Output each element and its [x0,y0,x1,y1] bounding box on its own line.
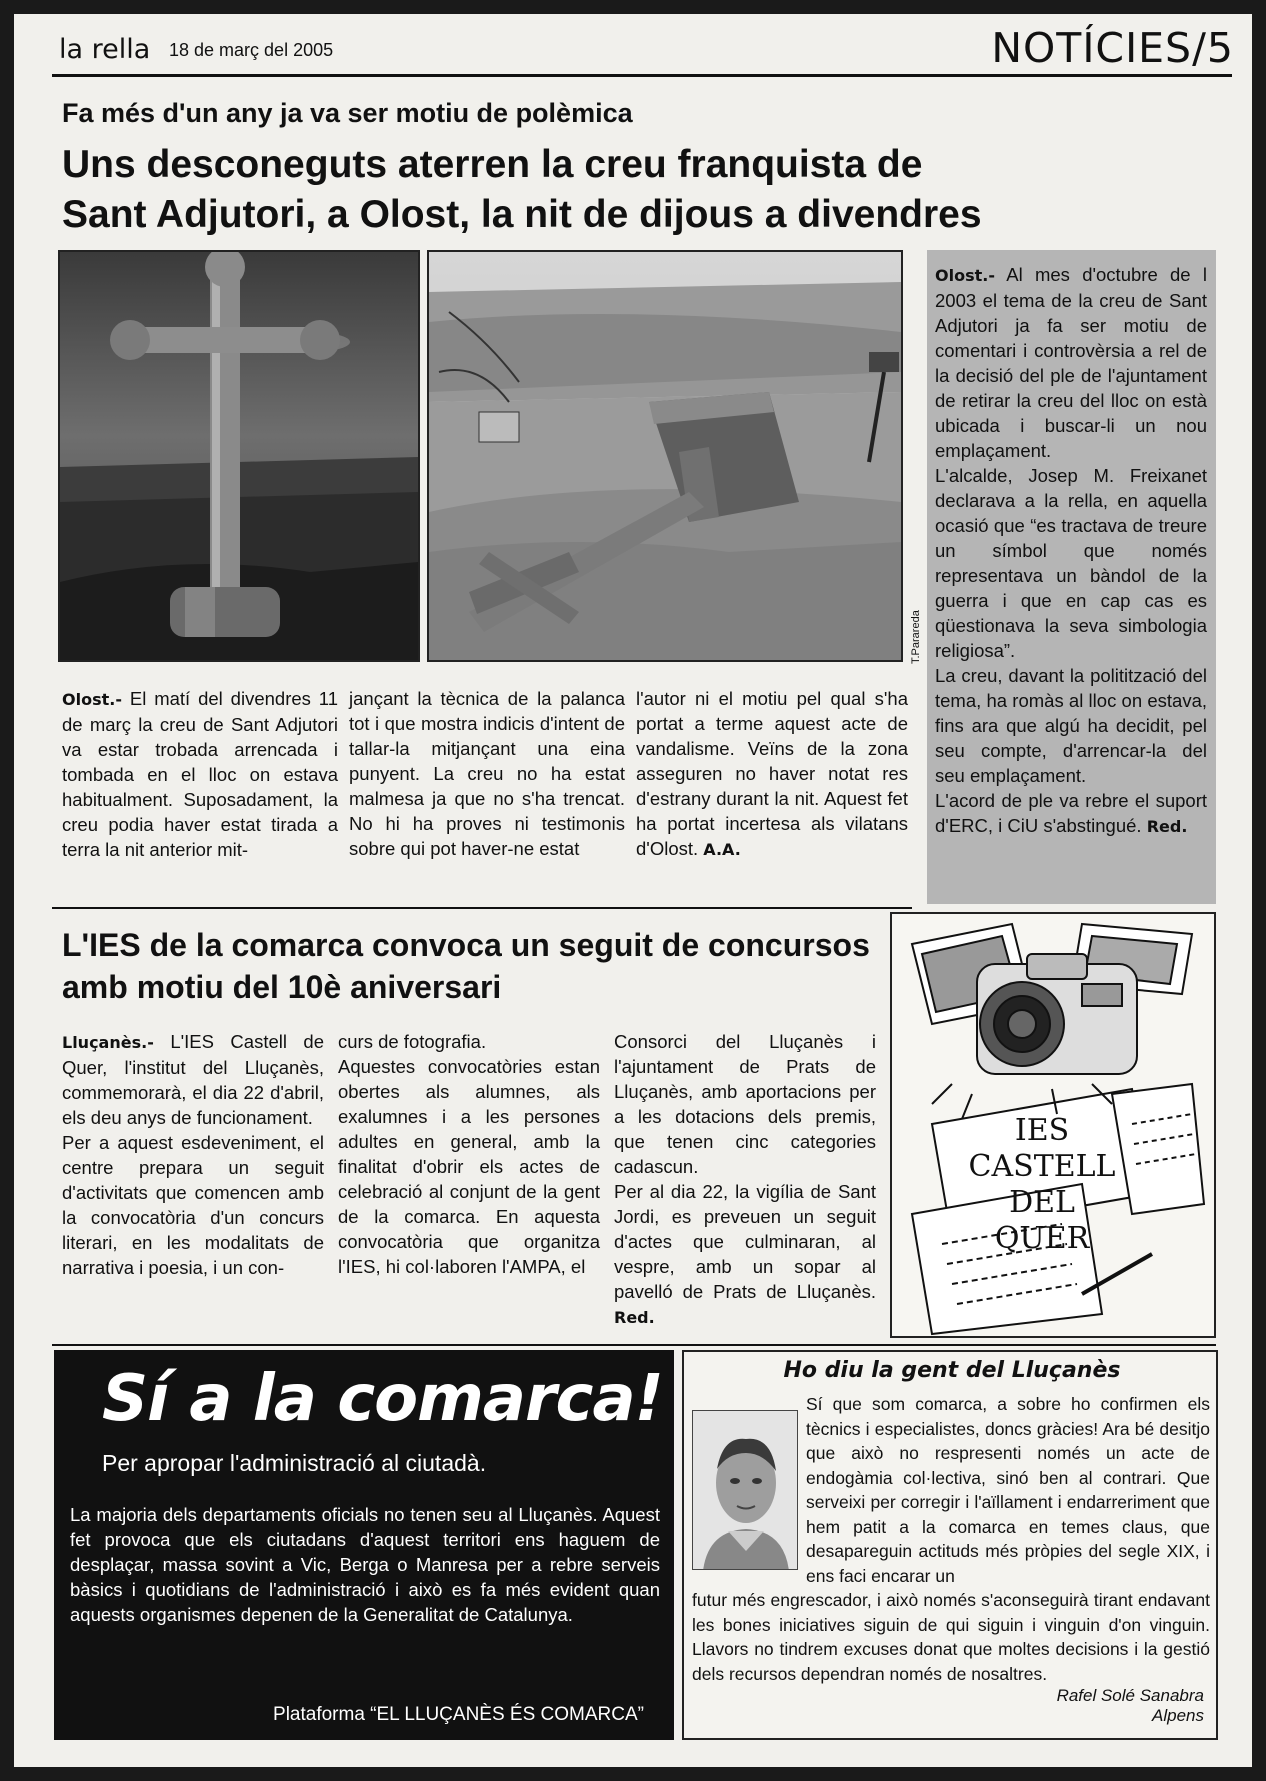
article1-col3-text: l'autor ni el motiu pel qual s'ha portat a terme aquest acte de vandalisme. Veïns de la zona asseguren no haver notat res d'estrany durant la nit. Aquest fet ha portat incertesa als vilatans d'Olost. [636,688,908,859]
photo-fallen-cross [427,250,903,662]
section-page-label: NOTÍCIES/5 [991,24,1234,72]
sidebar-p3: La creu, davant la politització del tema, ha romàs al lloc on estava, fins ara que algú ha decidit, pel seu compte, d'arrencar-la del seu emplaçament. [935,665,1207,786]
article2-col2-p1: curs de fotografia. [338,1031,487,1052]
standing-cross-image [60,252,418,660]
author-town: Alpens [1152,1706,1204,1725]
issue-date: 18 de març del 2005 [169,40,334,60]
article2-col2-p2: Aquestes convocatòries estan obertes als alumnes, als exalumnes i a les persones adultes en general, amb la finalitat d'obrir els actes de celebració al conjunt de la gent de la comarca. En aquesta convocatòria que organitza l'IES, hi col·laboren l'AMPA, el [338,1056,600,1277]
campaign-ad [54,1350,674,1740]
photo-credit: T.Parareda [910,610,922,664]
opinion-author [1057,1686,1204,1726]
author-name: Rafel Solé Sanabra [1056,1686,1204,1705]
author-portrait [692,1410,798,1570]
article2-col1-p1: L'IES Castell de Quer, l'institut del Lluçanès, commemorarà, el dia 22 d'abril, els deu anys de funcionament. [62,1031,325,1128]
sidebar-signature: Red. [1146,817,1188,836]
article1-col3 [636,686,908,862]
article1-col1 [62,686,338,862]
sidebar-dateline: Olost.- [935,266,995,285]
article1-kicker: Fa més d'un any ja va ser motiu de polèmica [62,98,633,128]
opinion-text-top: Sí que som comarca, a sobre ho confirmen els tècnics i especialistes, doncs gràcies! Ara bé desitjo que això no respresenti només un acte de endogàmia col·lectiva, sinó ben al contrari. Que serveixi per corregir i l'aïllament i endarreriment que hem patit a la comarca en temes claus, que desapareguin actituds més pròpies del segle XIX, i ens faci encarar un [806,1394,1210,1586]
article2-dateline: Lluçanès.- [62,1033,154,1052]
article1-col2: jançant la tècnica de la palanca tot i que mostra indicis d'intent de tallar-la mitjançant una eina punyent. La creu no ha estat malmesa ja que no s'ha trencat. No hi ha proves ni testimonis sobre qui pot haver-ne estat [349,688,625,859]
article2-headline: L'IES de la comarca convoca un seguit de concursos amb motiu del 10è aniversari [62,927,870,1005]
article2-col3-p2: Per al dia 22, la vigília de Sant Jordi, es preveuen un seguit d'actes que culminaran, al vespre, amb un sopar al pavelló de Prats de Lluçanès. [614,1181,876,1302]
camera-and-papers-drawing [892,914,1214,1336]
newspaper-page [14,14,1252,1767]
masthead-name: la rella [59,34,151,65]
illustration-label-line4: QUER [994,1221,1090,1256]
article2-col3-p1: Consorci del Lluçanès i l'ajuntament de Prats de Lluçanès, amb aportacions per a les dotacions dels premis, que tenen cinc categories cadascun. [614,1031,876,1177]
article2-signature: Red. [614,1308,655,1327]
article2-col3 [614,1029,876,1330]
photo-standing-cross [58,250,420,662]
author-photo [693,1411,798,1570]
article2-col2 [338,1029,600,1279]
article2-col1-p2: Per a aquest esdeveniment, el centre prepara un seguit d'activitats que comencen amb la convocatòria d'un concurs literari, en les modalitats de narrativa i poesia, i un con- [62,1132,324,1278]
opinion-box [682,1350,1218,1740]
illustration-label-line1: IES [1014,1113,1070,1148]
sidebar-box [927,250,1216,904]
ad-title: Sí a la comarca! [102,1362,663,1436]
mid-rule [52,907,912,909]
fallen-cross-image [429,252,901,660]
article2-col1 [62,1029,324,1280]
article1-signature: A.A. [703,840,741,859]
ies-illustration [890,912,1216,1338]
header-rule [52,74,1232,77]
sidebar-text [935,262,1207,839]
opinion-title: Ho diu la gent del Lluçanès [783,1358,1121,1383]
sidebar-p1: Al mes d'octubre de l 2003 el tema de la creu de Sant Adjutori ja fa ser motiu de comentari i controvèrsia a rel de la decisió del ple de l'ajuntament de retirar la creu del lloc on està ubicada i buscar-li un nou emplaçament. [935,264,1207,461]
sidebar-p4: L'acord de ple va rebre el suport d'ERC, i CiU s'abstingué. [935,790,1207,836]
article1-col1-text: El matí del divendres 11 de març la creu de Sant Adjutori va estar trobada arrencada i tombada en el lloc on estava habitualment. Suposadament, la creu podia haver estat tirada a terra la nit anterior mit- [62,688,338,860]
lower-rule [52,1344,1216,1346]
article1-headline: Uns desconeguts aterren la creu franquista de Sant Adjutori, a Olost, la nit de dijous a divendres [62,143,982,236]
illustration-label-line3: DEL [1009,1185,1075,1220]
illustration-label-line2: CASTELL [968,1149,1116,1184]
ad-subtitle: Per apropar l'administració al ciutadà. [102,1450,487,1476]
opinion-text-bottom: futur més engrescador, i això només s'aconseguirà tirant endavant les bones iniciatives siguin de qui siguin i vinguin d'on vinguin. Llavors no tindrem excuses donat que moltes decisions i la gestió dels recursos dependran només de nosaltres. [692,1590,1210,1684]
ad-body: La majoria dels departaments oficials no tenen seu al Lluçanès. Aquest fet provoca que els ciutadans d'aquest territori ens haguem de desplaçar, massa sovint a Vic, Berga o Manresa per a rebre serveis bàsics i quotidians de l'administració i això es fa més evident quan aquests organismes depenen de la Generalitat de Catalunya. [70,1504,660,1625]
sidebar-p2: L'alcalde, Josep M. Freixanet declarava a la rella, en aquella ocasió que “es tractava de treure un símbol que només representava un bàndol de la guerra i que en cap cas es qüestionava la seva simbologia religiosa”. [935,465,1207,661]
article1-dateline: Olost.- [62,690,122,709]
ad-footer: Plataforma “EL LLUÇANÈS ÉS COMARCA” [273,1704,644,1725]
camera-icon [977,954,1137,1074]
